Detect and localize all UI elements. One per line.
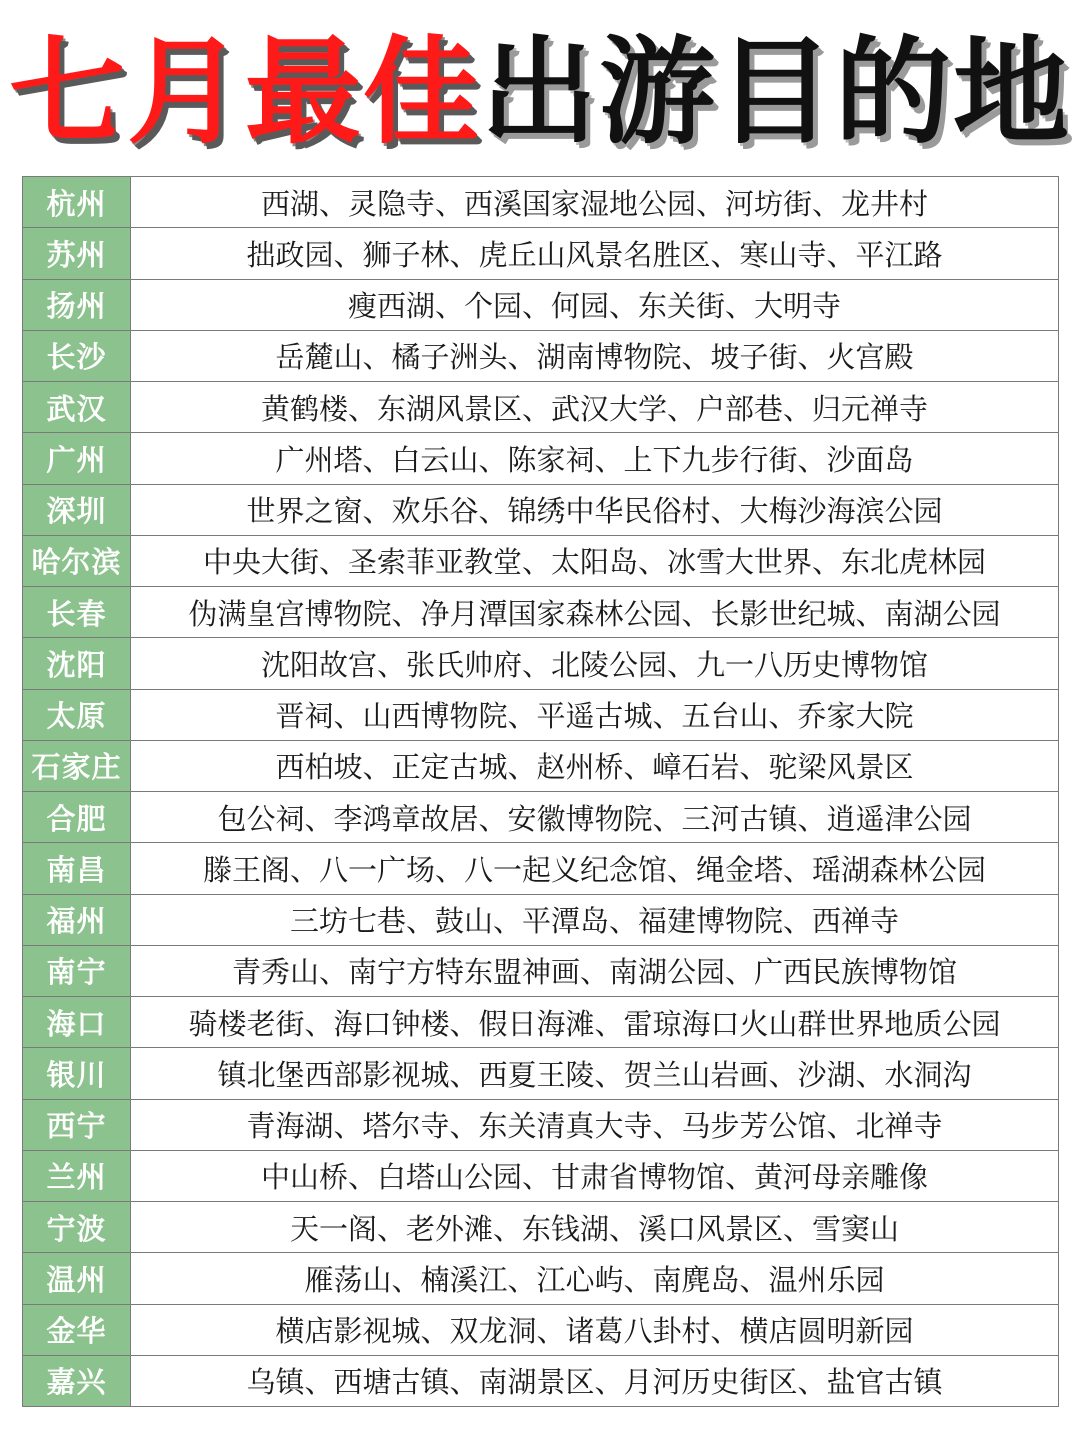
city-name: 南昌	[23, 843, 131, 893]
city-name: 银川	[23, 1048, 131, 1098]
attractions: 西湖、灵隐寺、西溪国家湿地公园、河坊街、龙井村	[131, 177, 1059, 227]
city-name: 长沙	[23, 331, 131, 381]
attractions: 三坊七巷、鼓山、平潭岛、福建博物院、西禅寺	[131, 895, 1059, 945]
city-name: 嘉兴	[23, 1356, 131, 1406]
table-row	[23, 792, 1059, 843]
city-name: 宁波	[23, 1202, 131, 1252]
table-row	[23, 331, 1059, 382]
city-name: 深圳	[23, 485, 131, 535]
table-row	[23, 638, 1059, 689]
attractions: 黄鹤楼、东湖风景区、武汉大学、户部巷、归元禅寺	[131, 382, 1059, 432]
destinations-table	[22, 176, 1059, 1407]
page-title	[0, 18, 1080, 168]
table-row	[23, 1305, 1059, 1356]
city-name: 广州	[23, 433, 131, 483]
attractions: 中山桥、白塔山公园、甘肃省博物馆、黄河母亲雕像	[131, 1151, 1059, 1201]
table-row	[23, 741, 1059, 792]
attractions: 中央大街、圣索菲亚教堂、太阳岛、冰雪大世界、东北虎林园	[131, 536, 1059, 586]
attractions: 青海湖、塔尔寺、东关清真大寺、马步芳公馆、北禅寺	[131, 1100, 1059, 1150]
attractions: 天一阁、老外滩、东钱湖、溪口风景区、雪窦山	[131, 1202, 1059, 1252]
city-name: 石家庄	[23, 741, 131, 791]
table-row	[23, 1202, 1059, 1253]
table-row	[23, 1048, 1059, 1099]
city-name: 长春	[23, 587, 131, 637]
table-row	[23, 843, 1059, 894]
table-row	[23, 895, 1059, 946]
title-red-part: 七月最佳	[9, 25, 481, 160]
table-row	[23, 997, 1059, 1048]
city-name: 福州	[23, 895, 131, 945]
attractions: 雁荡山、楠溪江、江心屿、南麂岛、温州乐园	[131, 1253, 1059, 1303]
table-row	[23, 1253, 1059, 1304]
table-row	[23, 382, 1059, 433]
table-row	[23, 536, 1059, 587]
attractions: 骑楼老街、海口钟楼、假日海滩、雷琼海口火山群世界地质公园	[131, 997, 1059, 1047]
attractions: 镇北堡西部影视城、西夏王陵、贺兰山岩画、沙湖、水洞沟	[131, 1048, 1059, 1098]
table-row	[23, 690, 1059, 741]
city-name: 武汉	[23, 382, 131, 432]
city-name: 南宁	[23, 946, 131, 996]
city-name: 兰州	[23, 1151, 131, 1201]
table-row	[23, 433, 1059, 484]
table-row	[23, 1356, 1059, 1407]
city-name: 杭州	[23, 177, 131, 227]
table-row	[23, 1151, 1059, 1202]
city-name: 合肥	[23, 792, 131, 842]
attractions: 世界之窗、欢乐谷、锦绣中华民俗村、大梅沙海滨公园	[131, 485, 1059, 535]
attractions: 青秀山、南宁方特东盟神画、南湖公园、广西民族博物馆	[131, 946, 1059, 996]
attractions: 伪满皇宫博物院、净月潭国家森林公园、长影世纪城、南湖公园	[131, 587, 1059, 637]
attractions: 包公祠、李鸿章故居、安徽博物院、三河古镇、逍遥津公园	[131, 792, 1059, 842]
attractions: 岳麓山、橘子洲头、湖南博物院、坡子街、火宫殿	[131, 331, 1059, 381]
table-row	[23, 228, 1059, 279]
attractions: 滕王阁、八一广场、八一起义纪念馆、绳金塔、瑶湖森林公园	[131, 843, 1059, 893]
city-name: 哈尔滨	[23, 536, 131, 586]
city-name: 西宁	[23, 1100, 131, 1150]
table-row	[23, 485, 1059, 536]
attractions: 拙政园、狮子林、虎丘山风景名胜区、寒山寺、平江路	[131, 228, 1059, 278]
table-row	[23, 1100, 1059, 1151]
title-black-part: 出游目的地	[481, 25, 1071, 160]
attractions: 瘦西湖、个园、何园、东关街、大明寺	[131, 280, 1059, 330]
attractions: 广州塔、白云山、陈家祠、上下九步行街、沙面岛	[131, 433, 1059, 483]
city-name: 沈阳	[23, 638, 131, 688]
city-name: 金华	[23, 1305, 131, 1355]
table-row	[23, 946, 1059, 997]
attractions: 横店影视城、双龙洞、诸葛八卦村、横店圆明新园	[131, 1305, 1059, 1355]
attractions: 乌镇、西塘古镇、南湖景区、月河历史街区、盐官古镇	[131, 1356, 1059, 1406]
table-row	[23, 177, 1059, 228]
city-name: 扬州	[23, 280, 131, 330]
attractions: 晋祠、山西博物院、平遥古城、五台山、乔家大院	[131, 690, 1059, 740]
table-row	[23, 587, 1059, 638]
table-row	[23, 280, 1059, 331]
city-name: 海口	[23, 997, 131, 1047]
city-name: 太原	[23, 690, 131, 740]
attractions: 西柏坡、正定古城、赵州桥、嶂石岩、驼梁风景区	[131, 741, 1059, 791]
city-name: 温州	[23, 1253, 131, 1303]
attractions: 沈阳故宫、张氏帅府、北陵公园、九一八历史博物馆	[131, 638, 1059, 688]
city-name: 苏州	[23, 228, 131, 278]
